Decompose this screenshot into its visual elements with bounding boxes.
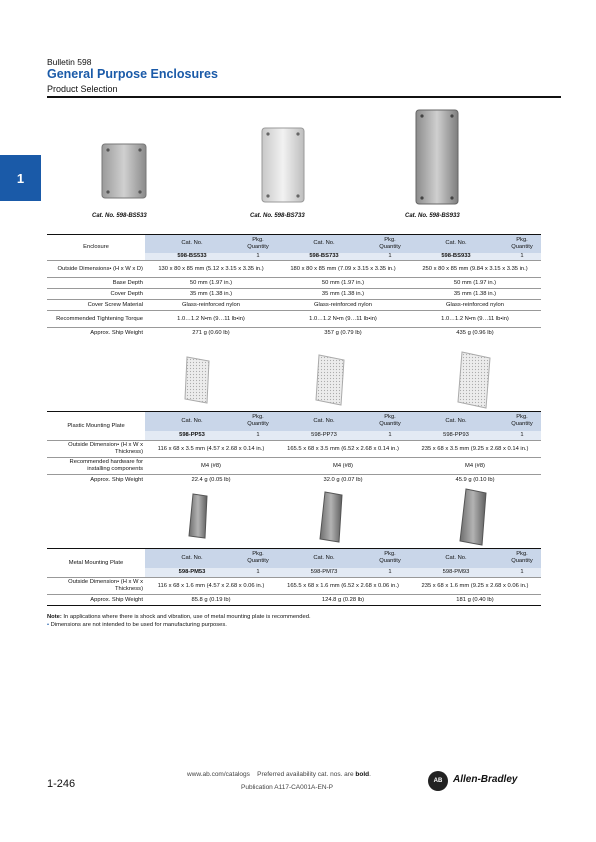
metal-plate-large-image [456,487,490,547]
row-value: 357 g (0.79 lb) [277,328,409,339]
plastic-section-label: Plastic Mounting Plate [47,412,145,441]
metal-plate-table [47,548,541,606]
row-value: 235 x 68 x 3.5 mm (9.25 x 2.68 x 0.14 in.) [409,441,541,458]
col-header-qty: Pkg. Quantity [503,549,541,568]
enclosure-section-label: Enclosure [47,235,145,261]
row-value: M4 (#8) [277,458,409,475]
row-value: 180 x 80 x 85 mm (7.09 x 3.15 x 3.35 in.) [277,261,409,278]
footnote-text [47,622,227,628]
row-value: 45.9 g (0.10 lb) [409,475,541,486]
cat-no: 598-PP53 [145,431,239,441]
row-label: Cover Screw Material [47,300,145,311]
note-label: Note: [47,614,62,620]
row-value: 130 x 80 x 85 mm (5.12 x 3.15 x 3.35 in.) [145,261,277,278]
col-header-qty: Pkg. Quantity [239,549,277,568]
row-value: 35 mm (1.38 in.) [409,289,541,300]
row-label: Base Depth [47,278,145,289]
enclosure-large-image [414,108,460,206]
col-header-qty: Pkg. Quantity [371,412,409,431]
caption-bs533: Cat. No. 598-BS533 [92,213,147,219]
row-label: Outside Dimension• (H x W x Thickness) [47,578,145,595]
note-body: In applications where there is shock and vibration, use of metal mounting plate is recommended. [61,614,311,620]
footnote-body: Dimensions are not intended to be used for manufacturing purposes. [49,622,227,628]
row-value: 435 g (0.96 lb) [409,328,541,339]
col-header-qty: Pkg. Quantity [371,235,409,253]
cat-no: 598-PM93 [409,568,503,578]
preferred-text: Preferred availability cat. nos. are [257,771,354,778]
row-label: Approx. Ship Weight [47,475,145,486]
cat-no: 598-PM73 [277,568,371,578]
pkg-qty: 1 [503,568,541,578]
col-header-cat: Cat. No. [145,235,239,253]
brand-name: Allen-Bradley [453,774,518,785]
col-header-qty: Pkg. Quantity [239,412,277,431]
caption-bs733: Cat. No. 598-BS733 [250,213,305,219]
footer-line: www.ab.com/catalogs Preferred availability cat. nos. are bold. [187,771,371,778]
pkg-qty: 1 [371,431,409,441]
row-value: 22.4 g (0.05 lb) [145,475,277,486]
row-value: 32.0 g (0.07 lb) [277,475,409,486]
plastic-plate-large-image [456,350,492,410]
metal-plate-small-image [185,492,211,540]
pkg-qty: 1 [503,253,541,261]
row-value: 165.5 x 68 x 1.6 mm (6.52 x 2.68 x 0.06 in.) [277,578,409,595]
cat-no: 598-BS533 [145,253,239,261]
allen-bradley-logo-icon: AB [428,771,448,791]
row-value: Glass-reinforced nylon [277,300,409,311]
cat-no: 598-PP73 [277,431,371,441]
plastic-plate-table [47,411,541,486]
bulletin-label: Bulletin 598 [47,57,92,67]
metal-section-label: Metal Mounting Plate [47,549,145,578]
col-header-cat: Cat. No. [409,235,503,253]
row-value: 250 x 80 x 85 mm (9.84 x 3.15 x 3.35 in.) [409,261,541,278]
metal-plate-medium-image [316,490,346,544]
row-label: Outside Dimension• (H x W x Thickness) [47,441,145,458]
row-value: Glass-reinforced nylon [145,300,277,311]
pkg-qty: 1 [503,431,541,441]
row-label: Outside Dimensions• (H x W x D) [47,261,145,278]
plastic-plate-small-image [183,355,211,405]
page-number: 1-246 [47,778,76,790]
footnote-bullet: • [47,622,50,628]
note-text [47,614,311,620]
pkg-qty: 1 [371,253,409,261]
row-label: Recommended Tightening Torque [47,311,145,328]
row-value: 181 g (0.40 lb) [409,595,541,606]
row-label: Approx. Ship Weight [47,328,145,339]
header-rule [47,96,561,98]
cat-no: 598-BS733 [277,253,371,261]
col-header-cat: Cat. No. [409,412,503,431]
section-tab[interactable]: 1 [0,155,41,201]
publication-number: Publication A117-CA001A-EN-P [241,784,334,791]
cat-no: 598-PP93 [409,431,503,441]
page-subtitle: Product Selection [47,84,118,94]
pkg-qty: 1 [371,568,409,578]
col-header-qty: Pkg. Quantity [503,412,541,431]
row-value: M4 (#8) [409,458,541,475]
row-label: Approx. Ship Weight [47,595,145,606]
row-value: 116 x 68 x 1.6 mm (4.57 x 2.68 x 0.06 in.) [145,578,277,595]
pkg-qty: 1 [239,568,277,578]
row-value: 1.0…1.2 N•m (9…11 lb•in) [277,311,409,328]
plastic-plate-medium-image [314,353,346,407]
row-value: 50 mm (1.97 in.) [145,278,277,289]
row-value: 35 mm (1.38 in.) [277,289,409,300]
col-header-cat: Cat. No. [277,412,371,431]
row-label: Recommended hardware for installing components [47,458,145,475]
row-label: Cover Depth [47,289,145,300]
row-value: 124.8 g (0.28 lb) [277,595,409,606]
enclosure-medium-image [260,126,306,204]
row-value: 165.5 x 68 x 3.5 mm (6.52 x 2.68 x 0.14 in.) [277,441,409,458]
row-value: 50 mm (1.97 in.) [409,278,541,289]
row-value: 35 mm (1.38 in.) [145,289,277,300]
pkg-qty: 1 [239,253,277,261]
row-value: 85.8 g (0.19 lb) [145,595,277,606]
catalog-link[interactable]: www.ab.com/catalogs [187,771,250,778]
row-value: 116 x 68 x 3.5 mm (4.57 x 2.68 x 0.14 in.) [145,441,277,458]
col-header-qty: Pkg. Quantity [371,549,409,568]
row-value: 271 g (0.60 lb) [145,328,277,339]
bold-word: bold [355,771,370,778]
col-header-cat: Cat. No. [277,235,371,253]
row-value: 1.0…1.2 N•m (9…11 lb•in) [145,311,277,328]
row-value: 235 x 68 x 1.6 mm (9.25 x 2.68 x 0.06 in.) [409,578,541,595]
row-value: M4 (#8) [145,458,277,475]
col-header-qty: Pkg. Quantity [503,235,541,253]
pkg-qty: 1 [239,431,277,441]
col-header-cat: Cat. No. [277,549,371,568]
row-value: 50 mm (1.97 in.) [277,278,409,289]
cat-no: 598-BS933 [409,253,503,261]
col-header-cat: Cat. No. [145,549,239,568]
col-header-qty: Pkg. Quantity [239,235,277,253]
col-header-cat: Cat. No. [145,412,239,431]
col-header-cat: Cat. No. [409,549,503,568]
cat-no: 598-PM53 [145,568,239,578]
row-value: Glass-reinforced nylon [409,300,541,311]
caption-bs933: Cat. No. 598-BS933 [405,213,460,219]
enclosure-small-image [100,142,150,200]
page-title: General Purpose Enclosures [47,67,218,81]
row-value: 1.0…1.2 N•m (9…11 lb•in) [409,311,541,328]
enclosure-table [47,234,541,339]
